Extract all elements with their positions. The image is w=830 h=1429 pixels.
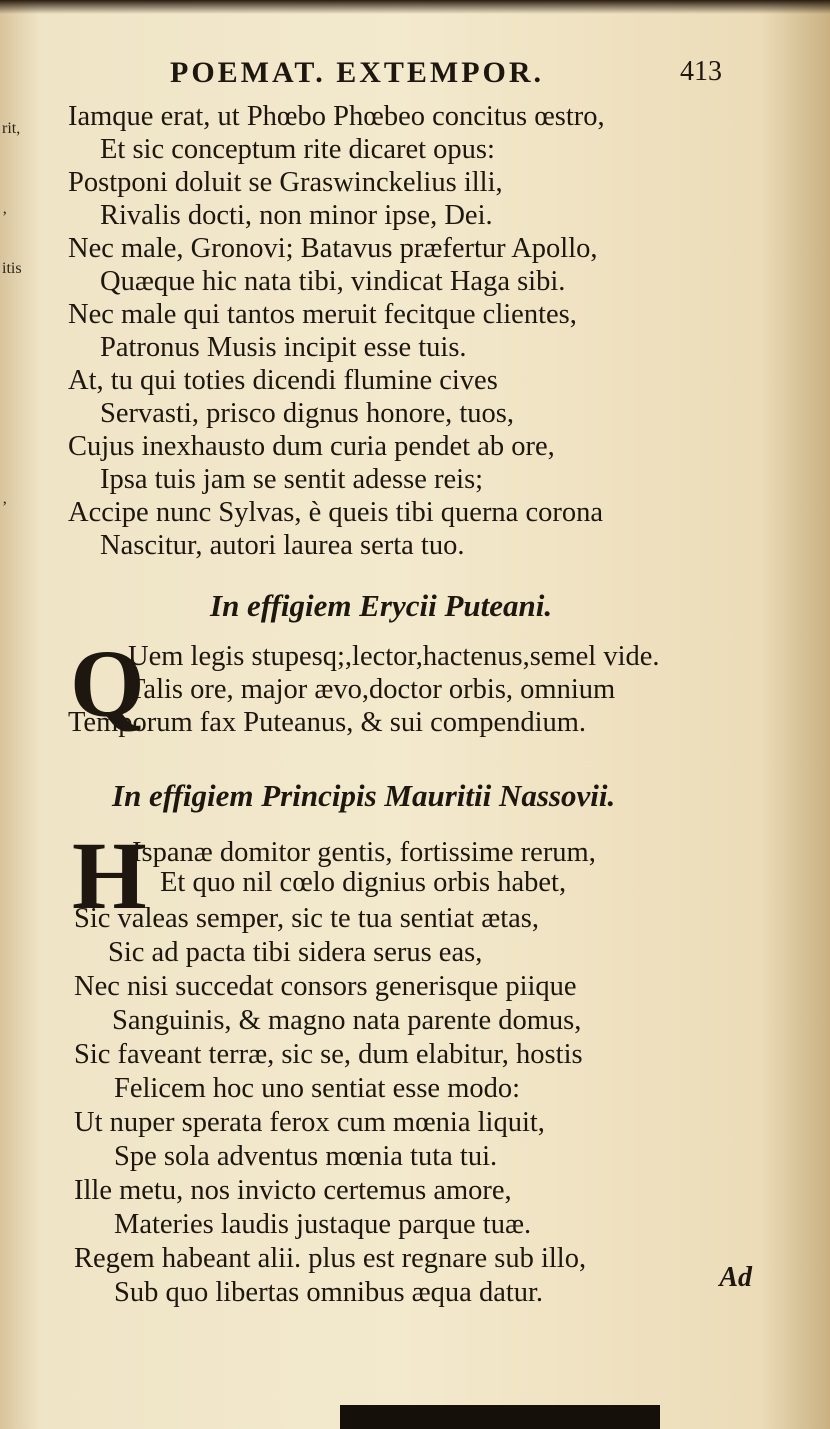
margin-mark: itis — [2, 260, 22, 277]
verse-line: Sic valeas semper, sic te tua sentiat ætas, — [74, 903, 540, 934]
verse-line: Iamque erat, ut Phœbo Phœbeo concitus œstro, — [68, 101, 605, 132]
left-margin-bleed-through — [0, 110, 20, 650]
verse-line: Sanguinis, & magno nata parente domus, — [112, 1005, 582, 1036]
section-heading: In effigiem Erycii Puteani. — [210, 588, 553, 623]
catchword: Ad — [719, 1262, 752, 1293]
verse-line: Postponi doluit se Graswinckelius illi, — [68, 167, 503, 198]
verse-line: Sic faveant terræ, sic se, dum elabitur, hostis — [74, 1039, 583, 1070]
verse-line: Servasti, prisco dignus honore, tuos, — [100, 398, 515, 429]
verse-line: Ispanæ domitor gentis, fortissime rerum, — [132, 837, 596, 868]
drop-cap: H — [72, 822, 147, 929]
verse-line: Nec male, Gronovi; Batavus præfertur Apollo, — [68, 233, 598, 264]
verse-line: Ut nuper sperata ferox cum mœnia liquit, — [74, 1107, 545, 1138]
verse-line: Uem legis stupesq;,lector,hactenus,semel vide. — [128, 641, 660, 672]
verse-line: Accipe nunc Sylvas, è queis tibi querna corona — [68, 497, 604, 528]
section-heading: In effigiem Principis Mauritii Nassovii. — [112, 778, 616, 813]
verse-line: Nascitur, autori laurea serta tuo. — [100, 530, 465, 561]
verse-line: Cujus inexhausto dum curia pendet ab ore, — [68, 431, 555, 462]
verse-line: Regem habeant alii. plus est regnare sub illo, — [74, 1243, 587, 1274]
page-bottom-shadow — [340, 1405, 660, 1429]
verse-line: Patronus Musis incipit esse tuis. — [100, 332, 467, 363]
running-header — [170, 56, 730, 96]
page-top-edge-shadow — [0, 0, 830, 14]
verse-line: Nec nisi succedat consors generisque piique — [74, 971, 577, 1002]
drop-cap: Q — [70, 630, 145, 737]
verse-line: Rivalis docti, non minor ipse, Dei. — [100, 200, 493, 231]
verse-line: Felicem hoc uno sentiat esse modo: — [114, 1073, 521, 1104]
margin-mark: ‚ — [2, 490, 8, 507]
verse-line: Sic ad pacta tibi sidera serus eas, — [108, 937, 483, 968]
running-title: POEMAT. EXTEMPOR. — [170, 56, 545, 89]
verse-line: Nec male qui tantos meruit fecitque clientes, — [68, 299, 577, 330]
margin-mark: ‚ — [2, 200, 8, 217]
verse-line: Temporum fax Puteanus, & sui compendium. — [68, 707, 587, 738]
verse-line: Quæque hic nata tibi, vindicat Haga sibi. — [100, 266, 566, 297]
page-number: 413 — [680, 56, 722, 87]
verse-line: Ipsa tuis jam se sentit adesse reis; — [100, 464, 484, 495]
verse-line: Spe sola adventus mœnia tuta tui. — [114, 1141, 498, 1172]
verse-line: Et sic conceptum rite dicaret opus: — [100, 134, 495, 165]
verse-line: Ille metu, nos invicto certemus amore, — [74, 1175, 512, 1206]
margin-mark: rit, — [2, 120, 21, 137]
verse-line: Materies laudis justaque parque tuæ. — [114, 1209, 532, 1240]
verse-line: Talis ore, major ævo,doctor orbis, omnium — [128, 674, 616, 705]
verse-line: Et quo nil cœlo dignius orbis habet, — [160, 867, 567, 898]
verse-line: At, tu qui toties dicendi flumine cives — [68, 365, 498, 396]
verse-line: Sub quo libertas omnibus æqua datur. — [114, 1277, 544, 1308]
